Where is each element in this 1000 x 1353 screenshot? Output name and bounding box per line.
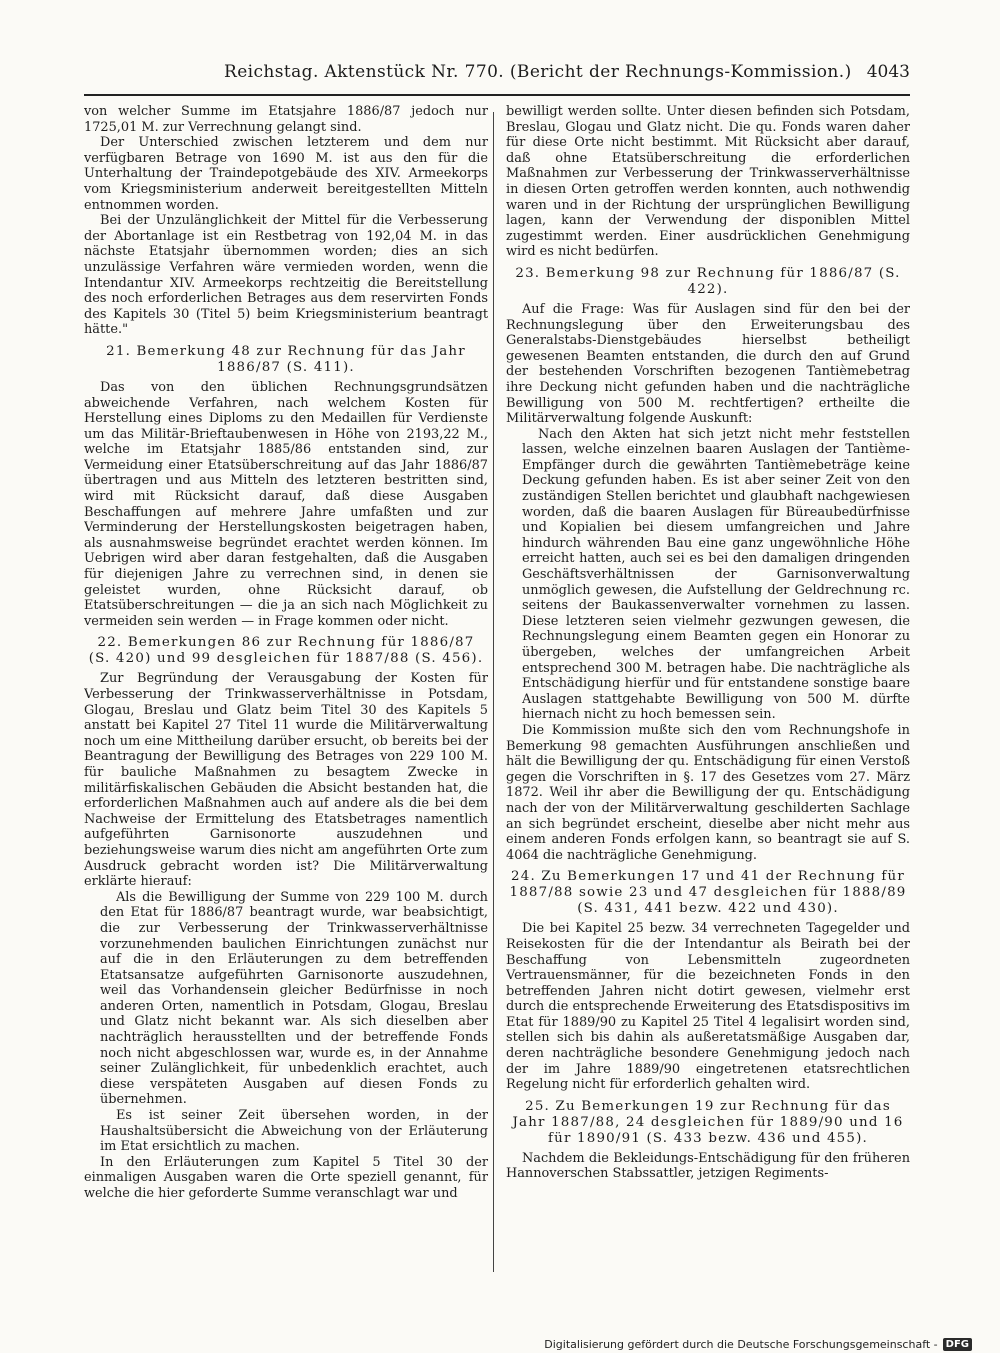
left-column bbox=[84, 104, 488, 1274]
paragraph: Bei der Unzulänglichkeit der Mittel für die Verbesserung der Abortanlage ist ein Restbetrag von 192,04 M. in das nächste Etatsjahr übernommen worden; dies an sich unzulässige Verfahren wäre vermieden worden, wenn die Intendantur XIV. Armeekorps rechtzeitig die Bereitstellung des noch erforderlichen Betrages aus dem reservirten Fonds des Kapitels 30 (Titel 5) beim Kriegsministerium beantragt hätte." bbox=[84, 213, 488, 338]
quoted-paragraph: Als die Bewilligung der Summe von 229 100 M. durch den Etat für 1886/87 beantragt wurde, war beabsichtigt, die zur Verbesserung der Trinkwasserverhältnisse vorzunehmenden baulichen Einrichtungen zunächst nur auf die in den Erläuterungen zu dem betreffenden Etatsansatze aufgeführten Garnisonorte auszudehnen, weil das Vorhandensein gleicher Bedürfnisse in noch anderen Orten, namentlich in Potsdam, Glogau, Breslau und Glatz nicht bekannt war. Als sich dieselben aber nachträglich herausstellten und der betreffende Fonds noch nicht abgeschlossen war, wurde es, in der Annahme seiner Zulänglichkeit, für unbedenklich erachtet, auch diese verspäteten Ausgaben auf diesen Fonds zu übernehmen. bbox=[100, 889, 488, 1108]
paragraph: Die Kommission mußte sich den vom Rechnungshofe in Bemerkung 98 gemachten Ausführungen anschließen und hält die Bewilligung der qu. Entschädigung für einen Verstoß gegen die Vorschriften in §. 17 des Gesetzes vom 27. März 1872. Weil ihr aber die Bewilligung der qu. Entschädigung nach der von der Militärverwaltung geschilderten Sachlage an sich begründet erscheint, dieselbe aber nicht mehr aus einem anderen Fonds erfolgen kann, so beantragt sie auf S. 4064 die nachträgliche Genehmigung. bbox=[506, 722, 910, 863]
section-heading: 21. Bemerkung 48 zur Rechnung für das Jahr 1886/87 (S. 411). bbox=[106, 343, 466, 375]
paragraph: von welcher Summe im Etatsjahre 1886/87 jedoch nur 1725,01 M. zur Verrechnung gelangt sind. bbox=[84, 104, 488, 135]
quoted-paragraph: Nach den Akten hat sich jetzt nicht mehr feststellen lassen, welche einzelnen baaren Auslagen der Tantième-Empfänger durch die gewährten Tantièmebeträge keine Deckung gefunden haben. Es ist aber seiner Zeit von den zuständigen Stellen berichtet und glaubhaft nachgewiesen worden, daß die baaren Auslagen für Büreaubedürfnisse und Kopialien bei diesem umfangreichen und Jahre hindurch währenden Bau eine ganz ungewöhnliche Höhe erreicht hatten, auch sei es bei den damaligen dringenden Geschäftsverhältnissen der Garnisonverwaltung unmöglich gewesen, die Aufstellung der Geldrechnung rc. seitens der Baukassenverwalter vornehmen zu lassen. Diese letzteren seien vielmehr gezwungen gewesen, die Rechnungslegung einem Beamten gegen ein Honorar zu übergeben, welches der umfangreichen Arbeit entsprechend 300 M. betragen habe. Die nachträgliche als Entschädigung hierfür und für entstandene sonstige baare Auslagen stattgehabte Bewilligung von 500 M. dürfte hiernach nicht zu hoch bemessen sein. bbox=[522, 426, 910, 723]
running-title: Reichstag. Aktenstück Nr. 770. (Bericht der Rechnungs-Kommission.) bbox=[224, 62, 852, 82]
paragraph: bewilligt werden sollte. Unter diesen befinden sich Potsdam, Breslau, Glogau und Glatz nicht. Die qu. Fonds waren daher für diese Orte nicht bestimmt. Mit Rücksicht aber darauf, daß ohne Etatsüberschreitung die erforderlichen Maßnahmen zur Verbesserung der Trinkwasserverhältnisse in diesen Orten getroffen werden konnten, auch nothwendig waren und in der Richtung der ursprünglichen Bewilligung lagen, kann der Verwendung der disponiblen Mittel zugestimmt werden. Einer ausdrücklichen Genehmigung wird es nicht bedürfen. bbox=[506, 104, 910, 260]
paragraph: Die bei Kapitel 25 bezw. 34 verrechneten Tagegelder und Reisekosten für die der Intendantur als Beirath bei der Beschaffung von Lebensmitteln zugeordneten Vertrauensmänner, für die bezeichneten Fonds in den betreffenden Jahren nicht dotirt gewesen, vielmehr erst durch die entsprechende Erweiterung des Etatsdispositivs im Etat für 1889/90 zu Kapitel 25 Titel 4 legalisirt worden sind, stellen sich bis dahin als außeretatsmäßige Ausgaben dar, deren nachträgliche besondere Genehmigung jedoch nach der im Jahre 1889/90 eingetretenen etatsrechtlichen Regelung nicht für erforderlich gehalten wird. bbox=[506, 921, 910, 1093]
section-heading: 23. Bemerkung 98 zur Rechnung für 1886/87 (S. 422). bbox=[515, 265, 901, 297]
paragraph: In den Erläuterungen zum Kapitel 5 Titel 30 der einmaligen Ausgaben waren die Orte speziell genannt, für welche die hier geforderte Summe veranschlagt war und bbox=[84, 1154, 488, 1201]
paragraph: Zur Begründung der Verausgabung der Kosten für Verbesserung der Trinkwasserverhältnisse in Potsdam, Glogau, Breslau und Glatz beim Titel 30 des Kapitels 5 anstatt bei Kapitel 27 Titel 11 wurde die Militärverwaltung noch um eine Mittheilung darüber ersucht, ob bereits bei der Beantragung der Bewilligung des Betrages von 229 100 M. für bauliche Maßnahmen zu besagtem Zwecke in militärfiskalischen Gebäuden die Absicht bestanden hat, die erforderlichen Maßnahmen auch auf andere als die bei dem Nachweise der Ermittelung des Etatsbetrages namentlich aufgeführten Garnisonorte auszudehnen und beziehungsweise warum dies nicht am angeführten Orte zum Ausdruck gebracht worden ist? Die Militärverwaltung erklärte hierauf: bbox=[84, 671, 488, 890]
quoted-paragraph: Es ist seiner Zeit übersehen worden, in der Haushaltsübersicht die Abweichung von der Erläuterung im Etat ersichtlich zu machen. bbox=[100, 1108, 488, 1155]
paragraph: Der Unterschied zwischen letzterem und dem nur verfügbaren Betrage von 1690 M. ist aus den für die Unterhaltung der Traindepotgebäude des XIV. Armeekorps vom Kriegsministerium anderweit bereitgestellten Mitteln entnommen worden. bbox=[84, 135, 488, 213]
section-heading: 22. Bemerkungen 86 zur Rechnung für 1886/87 (S. 420) und 99 desgleichen für 1887/88 (S. 456). bbox=[88, 635, 484, 667]
footer bbox=[544, 1338, 972, 1351]
page-header bbox=[84, 60, 910, 94]
dfg-logo: DFG bbox=[943, 1338, 972, 1351]
page-number: 4043 bbox=[866, 62, 910, 82]
header-rule bbox=[84, 94, 910, 96]
paragraph: Nachdem die Bekleidungs-Entschädigung für den früheren Hannoverschen Stabssattler, jetzigen Regiments- bbox=[506, 1150, 910, 1182]
right-column bbox=[506, 104, 910, 1274]
paragraph: Auf die Frage: Was für Auslagen sind für den bei der Rechnungslegung über den Erweiterungsbau des Generalstabs-Dienstgebäudes hierselbst betheiligt gewesenen Beamten entstanden, die durch den auf Grund der bestehenden Vorschriften bezogenen Tantièmebetrag ihre Deckung nicht gefunden haben und die nachträgliche Bewilligung von 500 M. rechtfertigen? ertheilte die Militärverwaltung folgende Auskunft: bbox=[506, 301, 910, 427]
footer-credit: Digitalisierung gefördert durch die Deutsche Forschungsgemeinschaft - bbox=[544, 1338, 938, 1351]
section-heading: 25. Zu Bemerkungen 19 zur Rechnung für das Jahr 1887/88, 24 desgleichen für 1889/90 und 16 für 1890/91 (S. 433 bezw. 436 und 455). bbox=[512, 1098, 904, 1146]
section-heading: 24. Zu Bemerkungen 17 und 41 der Rechnung für 1887/88 sowie 23 und 47 desgleichen für 1888/89 (S. 431, 441 bezw. 422 und 430). bbox=[509, 869, 907, 917]
column-divider bbox=[493, 112, 494, 1272]
paragraph: Das von den üblichen Rechnungsgrundsätzen abweichende Verfahren, nach welchem Kosten für Herstellung eines Diploms zu den Medaillen für Verdienste um das Militär-Brieftaubenwesen in Höhe von 2193,22 M., welche im Etatsjahr 1885/86 entstanden sind, zur Vermeidung einer Etatsüberschreitung auf das Jahr 1886/87 übertragen und aus Mitteln des letzteren bestritten sind, wird mit Rücksicht darauf, daß diese Ausgaben Beschaffungen auf mehrere Jahre umfaßten und zur Verminderung der Herstellungskosten beigetragen haben, als ausnahmsweise begründet erachtet werden können. Im Uebrigen wird aber daran festgehalten, daß die Ausgaben für diejenigen Jahre zu verrechnen sind, in denen sie geleistet wurden, ohne Rücksicht darauf, ob Etatsüberschreitungen — die ja an sich nach Möglichkeit zu vermeiden sein werden — in Frage kommen oder nicht. bbox=[84, 379, 488, 629]
